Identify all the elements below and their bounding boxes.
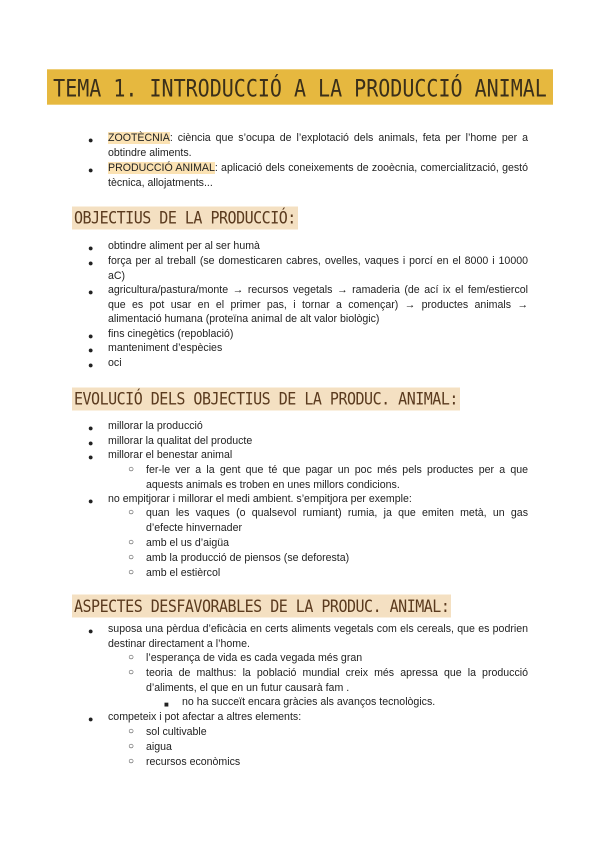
circle-bullet-icon: ○	[128, 756, 135, 767]
bullet-icon: ●	[88, 626, 94, 636]
circle-bullet-icon: ○	[128, 667, 135, 678]
list-item: no ha succeït encara gràcies als avanços tecnològics.	[182, 696, 436, 708]
circle-bullet-icon: ○	[128, 726, 135, 737]
list-item: quan les vaques (o qualsevol rumiant) rumia, ja que emiten metà, un gas d’efecte hinvernader	[146, 507, 528, 534]
circle-bullet-icon: ○	[128, 507, 135, 518]
list-item: no empitjorar i millorar el medi ambient. s’empitjora per exemple:	[108, 493, 412, 505]
definition-text: : ciència que s’ocupa de l’explotació dels animals, feta per l’home per a obtindre aliments.	[108, 132, 528, 159]
list-item: força per al treball (se domesticaren cabres, ovelles, vaques i porcí en el 8000 i 10000 aC)	[108, 255, 528, 282]
bullet-icon: ●	[88, 452, 94, 462]
square-bullet-icon: ■	[164, 700, 169, 709]
circle-bullet-icon: ○	[128, 652, 135, 663]
list-item: millorar la producció	[108, 420, 203, 432]
section-heading-evolucio: EVOLUCIÓ DELS OBJECTIUS DE LA PRODUC. ANIMAL:	[74, 388, 458, 410]
bullet-icon: ●	[88, 438, 94, 448]
bullet-icon: ●	[88, 165, 94, 175]
list-item: teoria de malthus: la població mundial creix més apressa que la producció d’aliments, el que en un futur causarà fam .	[146, 667, 528, 694]
bullet-icon: ●	[88, 258, 94, 268]
list-item: fer-le ver a la gent que té que pagar un poc més pels productes per a que aquests animals es troben en unes millors condicions.	[146, 464, 528, 491]
list-item: millorar la qualitat del producte	[108, 435, 253, 447]
list-item: amb la producció de piensos (se deforesta)	[146, 552, 350, 564]
definition-text: : aplicació dels coneixements de zooècnia, comercialització, gestó tècnica, allojatments...	[108, 162, 528, 189]
circle-bullet-icon: ○	[128, 567, 135, 578]
bullet-icon: ●	[88, 714, 94, 724]
bullet-icon: ●	[88, 496, 94, 506]
list-item: oci	[108, 357, 122, 369]
page-title: TEMA 1. INTRODUCCIÓ A LA PRODUCCIÓ ANIMAL	[47, 69, 553, 104]
list-item: l’esperança de vida es cada vegada més gran	[146, 652, 363, 664]
circle-bullet-icon: ○	[128, 552, 135, 563]
list-item: suposa una pèrdua d’eficàcia en certs aliments vegetals com els cereals, que es podrien destinar directament a l’home.	[108, 623, 528, 650]
list-item: agricultura/pastura/monte → recursos vegetals → ramaderia (de ací ix el fem/estiercol que es pot usar en el primer pas, i tornar a començar) → productes animals → alimentació humana (proteïna animal de alt valor biològic)	[108, 284, 528, 326]
section-heading-objectius: OBJECTIUS DE LA PRODUCCIÓ:	[74, 207, 296, 229]
list-item: amb el us d’aigüa	[146, 537, 230, 549]
bullet-icon: ●	[88, 360, 94, 370]
list-item: recursos econòmics	[146, 756, 241, 768]
list-item: fins cinegètics (repoblació)	[108, 328, 234, 340]
bullet-icon: ●	[88, 243, 94, 253]
circle-bullet-icon: ○	[128, 464, 135, 475]
list-item: amb el estièrcol	[146, 567, 221, 579]
bullet-icon: ●	[88, 345, 94, 355]
list-item: obtindre aliment per al ser humà	[108, 240, 260, 252]
bullet-icon: ●	[88, 331, 94, 341]
bullet-icon: ●	[88, 135, 94, 145]
bullet-icon: ●	[88, 423, 94, 433]
list-item: aigua	[146, 741, 172, 753]
section-heading-aspectes: ASPECTES DESFAVORABLES DE LA PRODUC. ANIMAL:	[74, 595, 450, 617]
list-item: millorar el benestar animal	[108, 449, 233, 461]
list-item: competeix i pot afectar a altres elements:	[108, 711, 302, 723]
circle-bullet-icon: ○	[128, 741, 135, 752]
bullet-icon: ●	[88, 287, 94, 297]
list-item: sol cultivable	[146, 726, 207, 738]
list-item	[108, 131, 528, 160]
term-produccio-animal: PRODUCCIÓ ANIMAL	[108, 162, 215, 174]
circle-bullet-icon: ○	[128, 537, 135, 548]
title-container	[0, 72, 600, 102]
list-item: manteniment d’espècies	[108, 342, 223, 354]
list-item	[108, 161, 528, 190]
term-zootecnia: ZOOTÈCNIA	[108, 132, 170, 144]
